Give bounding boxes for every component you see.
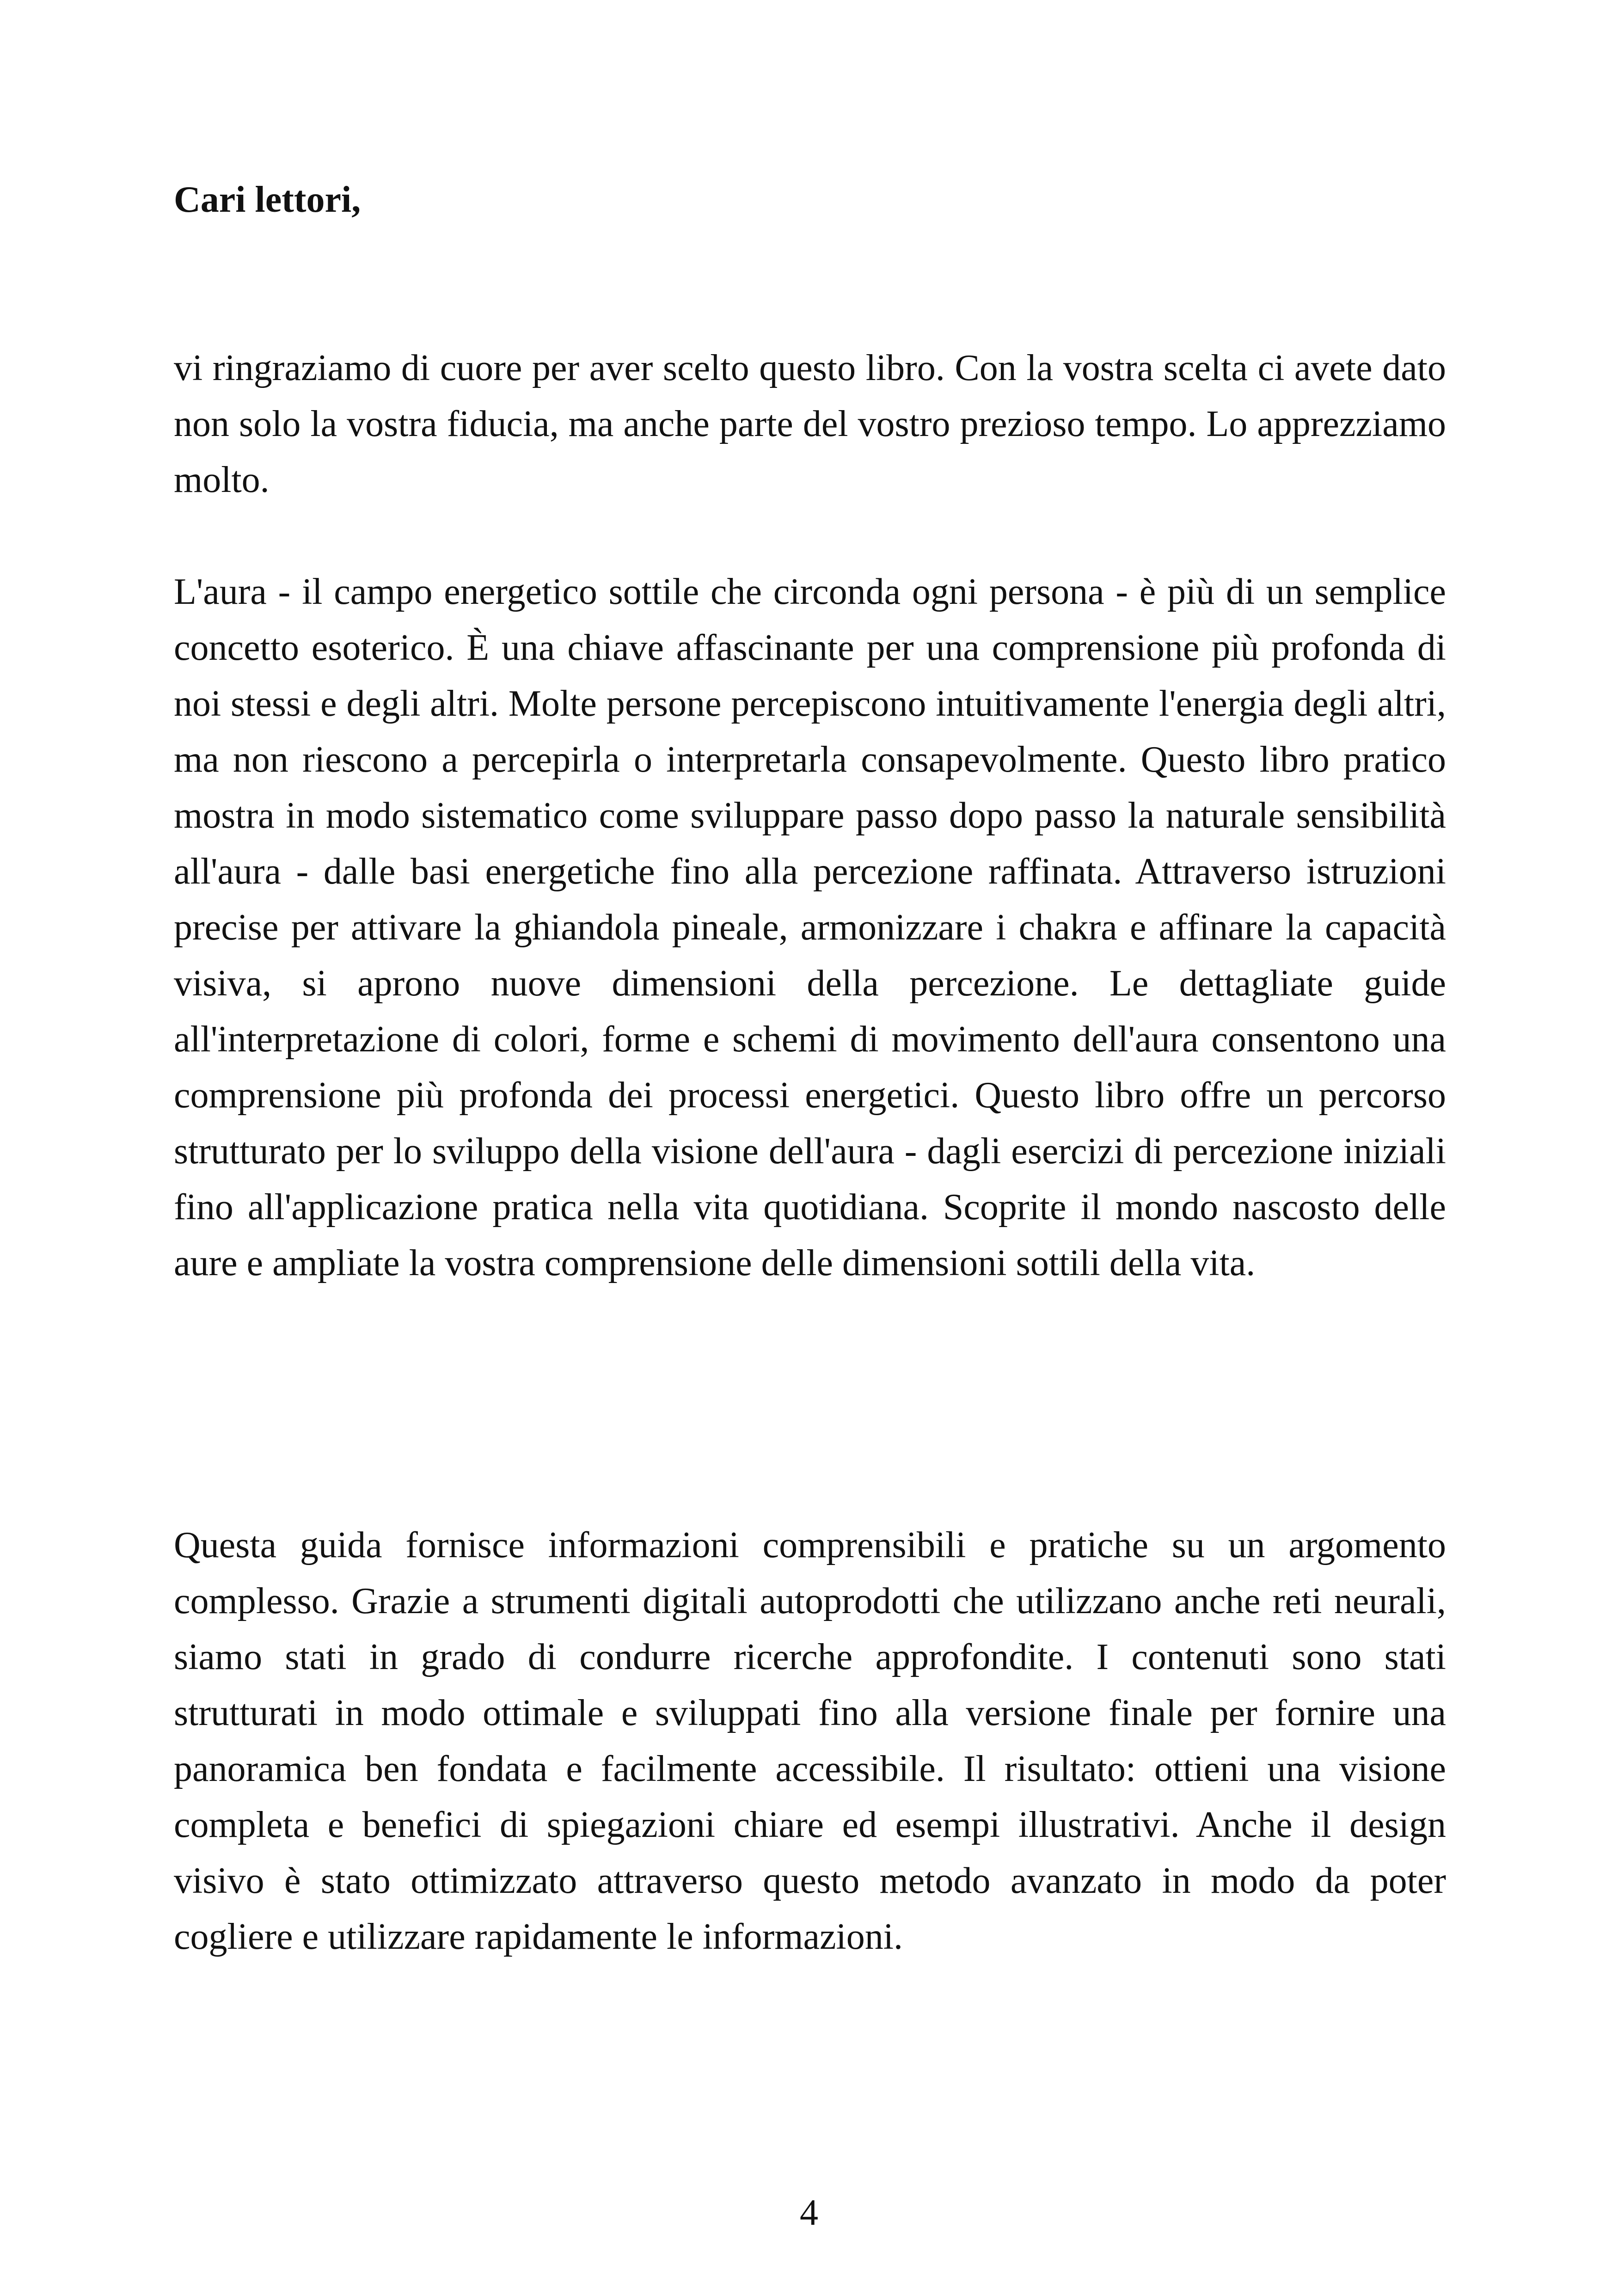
paragraph-guide: Questa guida fornisce informazioni comprensibili e pratiche su un argomento complesso. Grazie a strumenti digitali autoprodotti che utilizzano anche reti neurali, siamo stati in grado di condurre ricerche approfondite. I contenuti sono stati strutturati in modo ottimale e sviluppati fino alla versione finale per fornire una panoramica ben fondata e facilmente accessibile. Il risultato: ottieni una visione completa e benefici di spiegazioni chiare ed esempi illustrativi. Anche il design visivo è stato ottimizzato attraverso questo metodo avanzato in modo da poter cogliere e utilizzare rapidamente le informazioni.: [174, 1525, 1446, 1957]
greeting-heading: Cari lettori,: [174, 179, 361, 220]
page-number: 4: [800, 2192, 818, 2233]
paragraph-thanks: vi ringraziamo di cuore per aver scelto questo libro. Con la vostra scelta ci avete dato non solo la vostra fiducia, ma anche parte del vostro prezioso tempo. Lo apprezziamo molto.: [174, 348, 1446, 500]
paragraph-aura: L'aura - il campo energetico sottile che circonda ogni persona - è più di un semplice concetto esoterico. È una chiave affascinante per una comprensione più profonda di noi stessi e degli altri. Molte persone percepiscono intuitivamente l'energia degli altri, ma non riescono a percepirla o interpretarla consapevolmente. Questo libro pratico mostra in modo sistematico come sviluppare passo dopo passo la naturale sensibilità all'aura - dalle basi energetiche fino alla percezione raffinata. Attraverso istruzioni precise per attivare la ghiandola pineale, armonizzare i chakra e affinare la capacità visiva, si aprono nuove dimensioni della percezione. Le dettagliate guide all'interpretazione di colori, forme e schemi di movimento dell'aura consentono una comprensione più profonda dei processi energetici. Questo libro offre un percorso strutturato per lo sviluppo della visione dell'aura - dagli esercizi di percezione iniziali fino all'applicazione pratica nella vita quotidiana. Scoprite il mondo nascosto delle aure e ampliate la vostra comprensione delle dimensioni sottili della vita.: [174, 571, 1446, 1283]
